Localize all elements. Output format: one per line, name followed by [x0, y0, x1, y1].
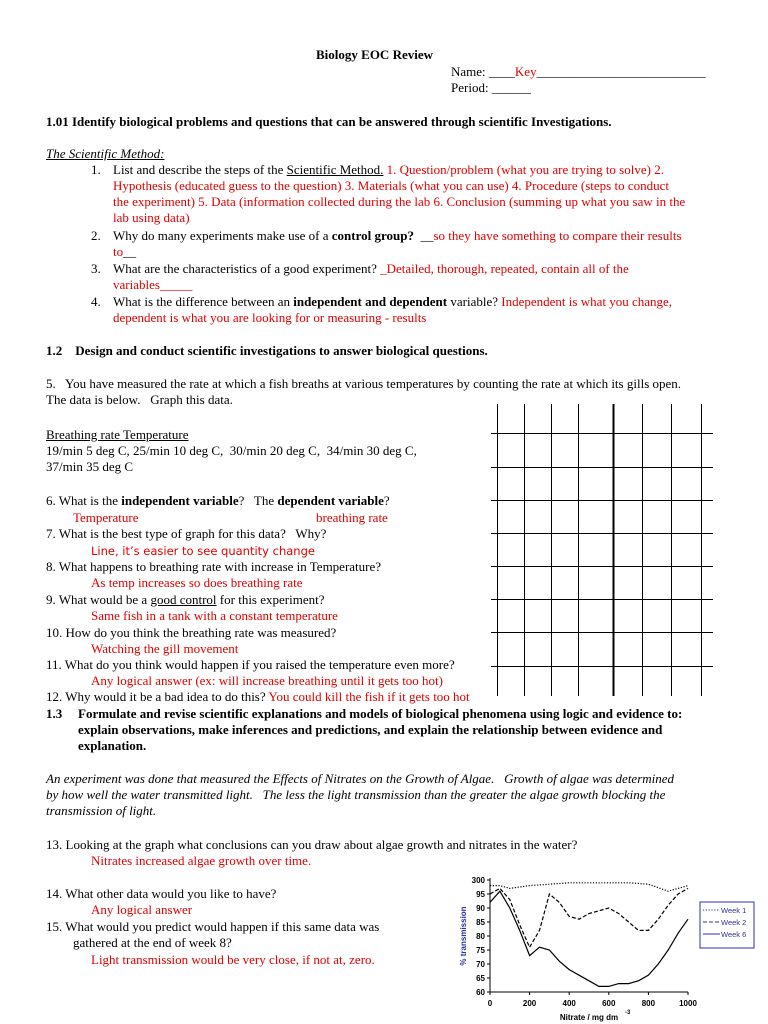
- q4-term: independent and dependent: [293, 294, 448, 309]
- q15-line1: 15. What would you predict would happen if this same data was: [46, 919, 380, 934]
- q3-num: 3.: [91, 261, 101, 276]
- section-12-heading: 1.2 Design and conduct scientific investigations to answer biological questions.: [46, 343, 488, 358]
- series-line-week-2: [490, 888, 688, 947]
- q2-line1: Why do many experiments make use of a control group? __so they have something to compare their results: [113, 228, 682, 243]
- q5-line2: The data is below. Graph this data.: [46, 392, 233, 407]
- q11-question: 11. What do you think would happen if you raised the temperature even more?: [46, 657, 455, 672]
- y-tick-label: 75: [476, 946, 485, 955]
- q3-answer-line2: variables_____: [113, 277, 193, 292]
- q1-answer-line2: Hypothesis (educated guess to the question) 3. Materials (what you can use) 4. Procedure (steps to conduct: [113, 178, 669, 193]
- graph-paper-grid[interactable]: [491, 404, 713, 696]
- x-tick-label: 400: [562, 999, 576, 1008]
- x-tick-label: 600: [602, 999, 616, 1008]
- q13-question: 13. Looking at the graph what conclusions can you draw about algae growth and nitrates in the water?: [46, 837, 578, 852]
- q8-question: 8. What happens to breathing rate with increase in Temperature?: [46, 559, 382, 574]
- q7-question: 7. What is the best type of graph for this data? Why?: [46, 526, 327, 541]
- series-line-week-1: [490, 883, 688, 891]
- q15-line2: gathered at the end of week 8?: [73, 935, 232, 950]
- q1-answer: 1. Question/problem (what you are trying to solve) 2.: [386, 162, 664, 177]
- q5-line1: 5. You have measured the rate at which a fish breaths at various temperatures by counting the rate at which its gills open.: [46, 376, 682, 391]
- algae-intro-line3: transmission of light.: [46, 803, 157, 818]
- q6-question: 6. What is the independent variable? The dependent variable?: [46, 493, 390, 508]
- x-axis-label-superscript: -3: [625, 1010, 631, 1016]
- q1-num: 1.: [91, 162, 101, 177]
- legend-label: Week 2: [721, 918, 747, 927]
- y-axis-label: % transmission: [459, 906, 468, 966]
- q12-question: 12. Why would it be a bad idea to do this? You could kill the fish if it gets too hot: [46, 689, 470, 704]
- algae-intro-line1: An experiment was done that measured the Effects of Nitrates on the Growth of Algae. Growth of algae was determined: [46, 771, 675, 786]
- q6-answer-independent: Temperature: [73, 510, 139, 525]
- section-13-line3: explanation.: [78, 738, 147, 753]
- algae-intro-line2: by how well the water transmitted light. The less the light transmission than the greater the algae growth blocking the: [46, 787, 666, 802]
- legend-label: Week 6: [721, 930, 747, 939]
- q2-num: 2.: [91, 228, 101, 243]
- q1-answer-line3: the experiment) 5. Data (information collected during the lab 6. Conclusion (summing up what you saw in the: [113, 194, 686, 209]
- nitrate-transmission-chart: [440, 866, 760, 1022]
- y-tick-label: 65: [476, 974, 485, 983]
- scientific-method-subheading: The Scientific Method:: [46, 146, 165, 161]
- q2-term: control group?: [331, 228, 414, 243]
- q3-answer: _Detailed, thorough, repeated, contain all of the: [380, 261, 629, 276]
- q13-answer: Nitrates increased algae growth over time.: [91, 853, 312, 868]
- name-blank-post: __________________________: [536, 64, 706, 79]
- x-tick-label: 0: [487, 999, 493, 1008]
- q2-line2: to__: [113, 244, 137, 259]
- period-label: Period:: [451, 80, 489, 95]
- q1-term: Scientific Method.: [286, 162, 384, 177]
- q7-answer: Line, it’s easier to see quantity change: [91, 544, 315, 558]
- q14-question: 14. What other data would you like to have?: [46, 886, 277, 901]
- y-tick-label: 80: [476, 932, 485, 941]
- section-13-line2: explain observations, make inferences and predictions, and explain the relationship between evidence and: [78, 722, 663, 737]
- q11-answer: Any logical answer (ex: will increase breathing until it gets too hot): [91, 673, 443, 688]
- q10-question: 10. How do you think the breathing rate was measured?: [46, 625, 337, 640]
- data-line-2: 37/min 35 deg C: [46, 459, 134, 474]
- q4-answer-line2: dependent is what you are looking for or measuring - results: [113, 310, 427, 325]
- name-blank-pre: ____: [488, 64, 515, 79]
- page-title: Biology EOC Review: [316, 47, 433, 62]
- q2-answer: so they have something to compare their results: [433, 228, 682, 243]
- q8-answer: As temp increases so does breathing rate: [91, 575, 303, 590]
- period-blank: ______: [491, 80, 531, 95]
- series-line-week-6: [490, 891, 688, 986]
- q15-answer: Light transmission would be very close, if not at, zero.: [91, 952, 375, 967]
- y-tick-label: 60: [476, 988, 485, 997]
- y-tick-label: 95: [476, 890, 485, 899]
- y-tick-label: 70: [476, 960, 485, 969]
- legend-label: Week 1: [721, 906, 747, 915]
- q12-answer: You could kill the fish if it gets too hot: [268, 689, 470, 704]
- q9-question: 9. What would be a good control for this experiment?: [46, 592, 325, 607]
- q10-answer: Watching the gill movement: [91, 641, 239, 656]
- grid-lines: [491, 404, 713, 696]
- section-13-num: 1.3: [46, 706, 63, 721]
- q4-answer: Independent is what you change,: [501, 294, 673, 309]
- period-field: [451, 80, 531, 96]
- x-axis-label: Nitrate / mg dm: [559, 1013, 619, 1022]
- y-tick-label: 90: [476, 904, 485, 913]
- name-label: Name:: [451, 64, 486, 79]
- q1-answer-line4: lab using data): [113, 210, 190, 225]
- q3-line1: What are the characteristics of a good experiment? _Detailed, thorough, repeated, contain all of the: [113, 261, 629, 276]
- name-field: [451, 64, 706, 80]
- section-13-line1: Formulate and revise scientific explanations and models of biological phenomena using logic and evidence to:: [78, 706, 683, 721]
- q1-line1: List and describe the steps of the Scientific Method. 1. Question/problem (what you are trying to solve) 2.: [113, 162, 664, 177]
- x-tick-label: 800: [641, 999, 656, 1008]
- y-tick-label: 85: [476, 918, 485, 927]
- x-tick-label: 1000: [679, 999, 697, 1008]
- q9-answer: Same fish in a tank with a constant temperature: [91, 608, 338, 623]
- data-table-header: Breathing rate Temperature: [46, 427, 189, 442]
- name-value: Key: [514, 64, 537, 79]
- y-tick-label: 300: [471, 876, 485, 885]
- q6-answer-dependent: breathing rate: [316, 510, 388, 525]
- q4-line1: What is the difference between an independent and dependent variable? Independent is what you change,: [113, 294, 673, 309]
- q14-answer: Any logical answer: [91, 902, 193, 917]
- data-line-1: 19/min 5 deg C, 25/min 10 deg C, 30/min 20 deg C, 34/min 30 deg C,: [46, 443, 417, 458]
- section-101-heading: 1.01 Identify biological problems and questions that can be answered through scientific Investigations.: [46, 114, 612, 129]
- x-tick-label: 200: [522, 999, 537, 1008]
- q4-num: 4.: [91, 294, 101, 309]
